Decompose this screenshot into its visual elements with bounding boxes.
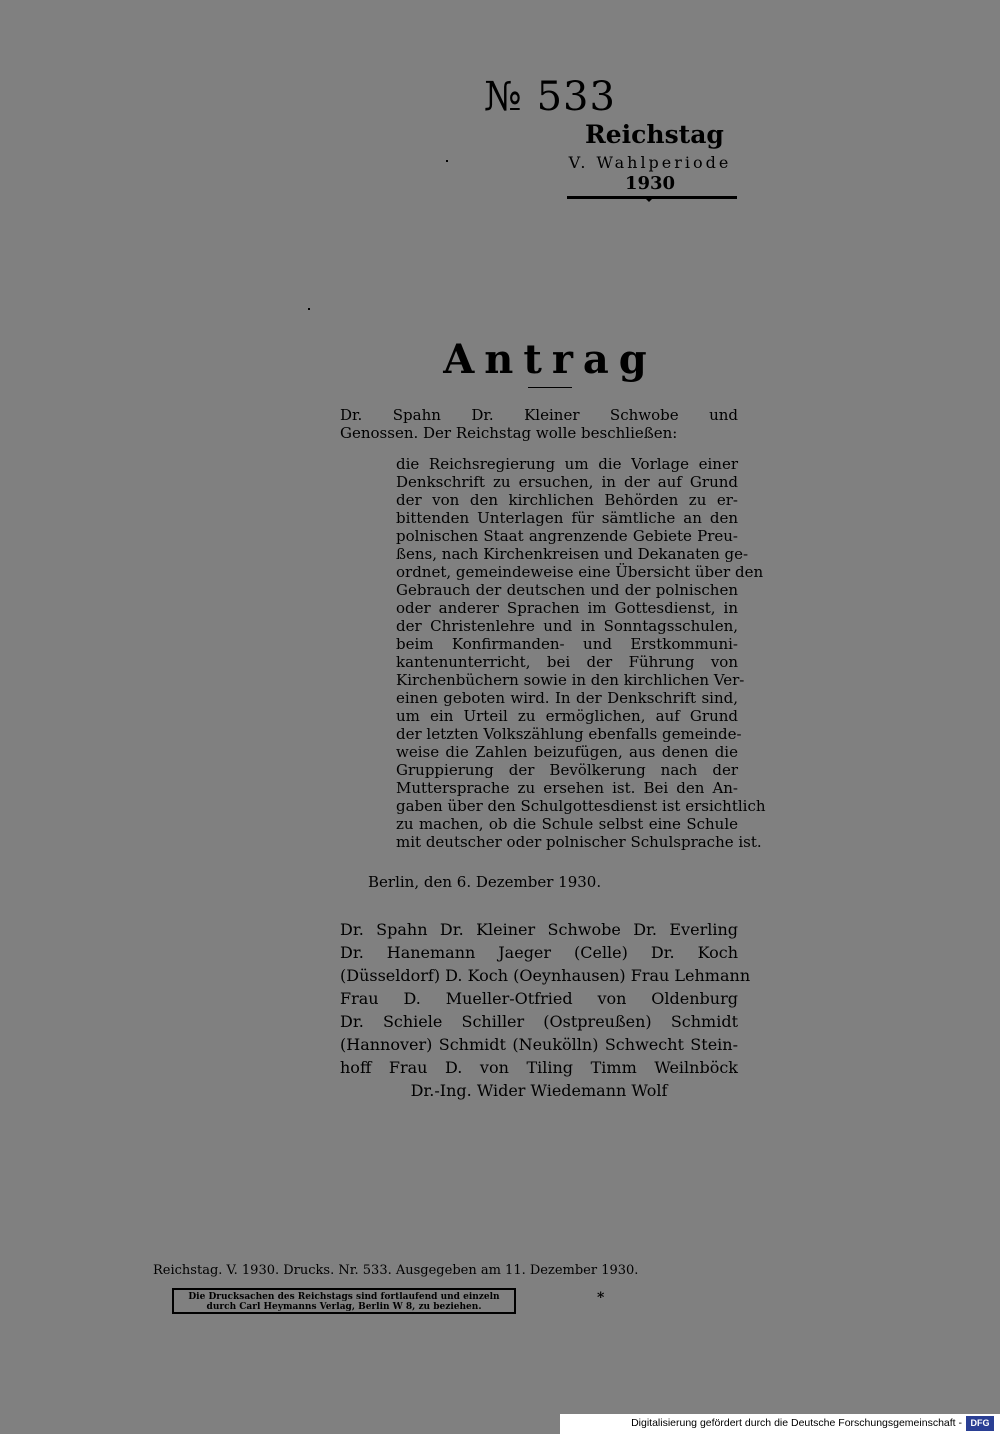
motion-paragraph [396,455,766,851]
motion-line: der Christenlehre und in Sonntagsschulen, [396,617,738,635]
header-year: 1930 [624,173,676,194]
motion-line: Gebrauch der deutschen und der polnischen [396,581,738,599]
motion-line: ordnet, gemeindeweise eine Übersicht über den [396,563,764,581]
motion-line: bittenden Unterlagen für sämtliche an den [396,509,738,527]
motion-line: mit deutscher oder polnischer Schulsprache ist. [396,833,762,851]
publisher-notice-line: Die Drucksachen des Reichstags sind fortlaufend und einzeln [188,1292,500,1302]
motion-line: Denkschrift zu ersuchen, in der auf Grund [396,473,738,491]
signatory-line: hoff Frau D. von Tiling Timm Weilnböck [340,1058,738,1077]
motion-line: kantenunterricht, bei der Führung von [396,653,738,671]
signatory-line: Dr.-Ing. Wider Wiedemann Wolf [410,1081,668,1100]
print-speck [308,308,310,310]
intro-paragraph [340,406,738,442]
publisher-notice-box [172,1288,516,1314]
motion-line: Gruppierung der Bevölkerung nach der [396,761,738,779]
signatory-line: Dr. Hanemann Jaeger (Celle) Dr. Koch [340,943,738,962]
signatory-line: (Hannover) Schmidt (Neukölln) Schwecht Stein- [340,1035,738,1054]
intro-line: Dr. Spahn Dr. Kleiner Schwobe und [340,406,738,424]
motion-line: um ein Urteil zu ermöglichen, auf Grund [396,707,738,725]
motion-line: Kirchenbüchern sowie in den kirchlichen Ver- [396,671,745,689]
motion-line: die Reichsregierung um die Vorlage einer [396,455,738,473]
motion-line: gaben über den Schulgottesdienst ist ersichtlich [396,797,766,815]
digitization-credit: Digitalisierung gefördert durch die Deutsche Forschungsgemeinschaft - [631,1417,962,1429]
signatory-line: Dr. Schiele Schiller (Ostpreußen) Schmidt [340,1012,738,1031]
motion-line: beim Konfirmanden- und Erstkommuni- [396,635,738,653]
motion-line: der letzten Volkszählung ebenfalls gemeinde- [396,725,742,743]
signatories [340,918,751,1102]
intro-line: Genossen. Der Reichstag wolle beschließen: [340,424,678,442]
document-number: № 533 [484,74,616,120]
signatory-line: Dr. Spahn Dr. Kleiner Schwobe Dr. Everling [340,920,738,939]
motion-line: zu machen, ob die Schule selbst eine Schule [396,815,738,833]
motion-line: der von den kirchlichen Behörden zu er- [396,491,738,509]
dfg-logo-icon: DFG [966,1416,994,1431]
place-date: Berlin, den 6. Dezember 1930. [368,873,602,891]
motion-line: ßens, nach Kirchenkreisen und Dekanaten ge- [396,545,749,563]
publisher-notice-line: durch Carl Heymanns Verlag, Berlin W 8, zu beziehen. [206,1302,482,1312]
title-rule [528,387,572,388]
motion-line: weise die Zahlen beizufügen, aus denen die [396,743,738,761]
signatory-line: (Düsseldorf) D. Koch (Oeynhausen) Frau Lehmann [340,966,751,985]
motion-line: Muttersprache zu ersehen ist. Bei den An- [396,779,738,797]
motion-line: polnischen Staat angrenzende Gebiete Preu- [396,527,738,545]
print-speck [446,160,448,162]
signatory-line: Frau D. Mueller-Otfried von Oldenburg [340,989,738,1008]
document-title: Antrag [443,336,657,383]
header-period: V. Wahlperiode [568,153,732,172]
header-rule-notch [644,197,654,202]
motion-line: oder anderer Sprachen im Gottesdienst, in [396,599,738,617]
print-footer: Reichstag. V. 1930. Drucks. Nr. 533. Ausgegeben am 11. Dezember 1930. [153,1263,639,1278]
header-institution: Reichstag [585,120,724,149]
motion-line: einen geboten wird. In der Denkschrift sind, [396,689,738,707]
asterisk-mark: * [597,1290,605,1306]
